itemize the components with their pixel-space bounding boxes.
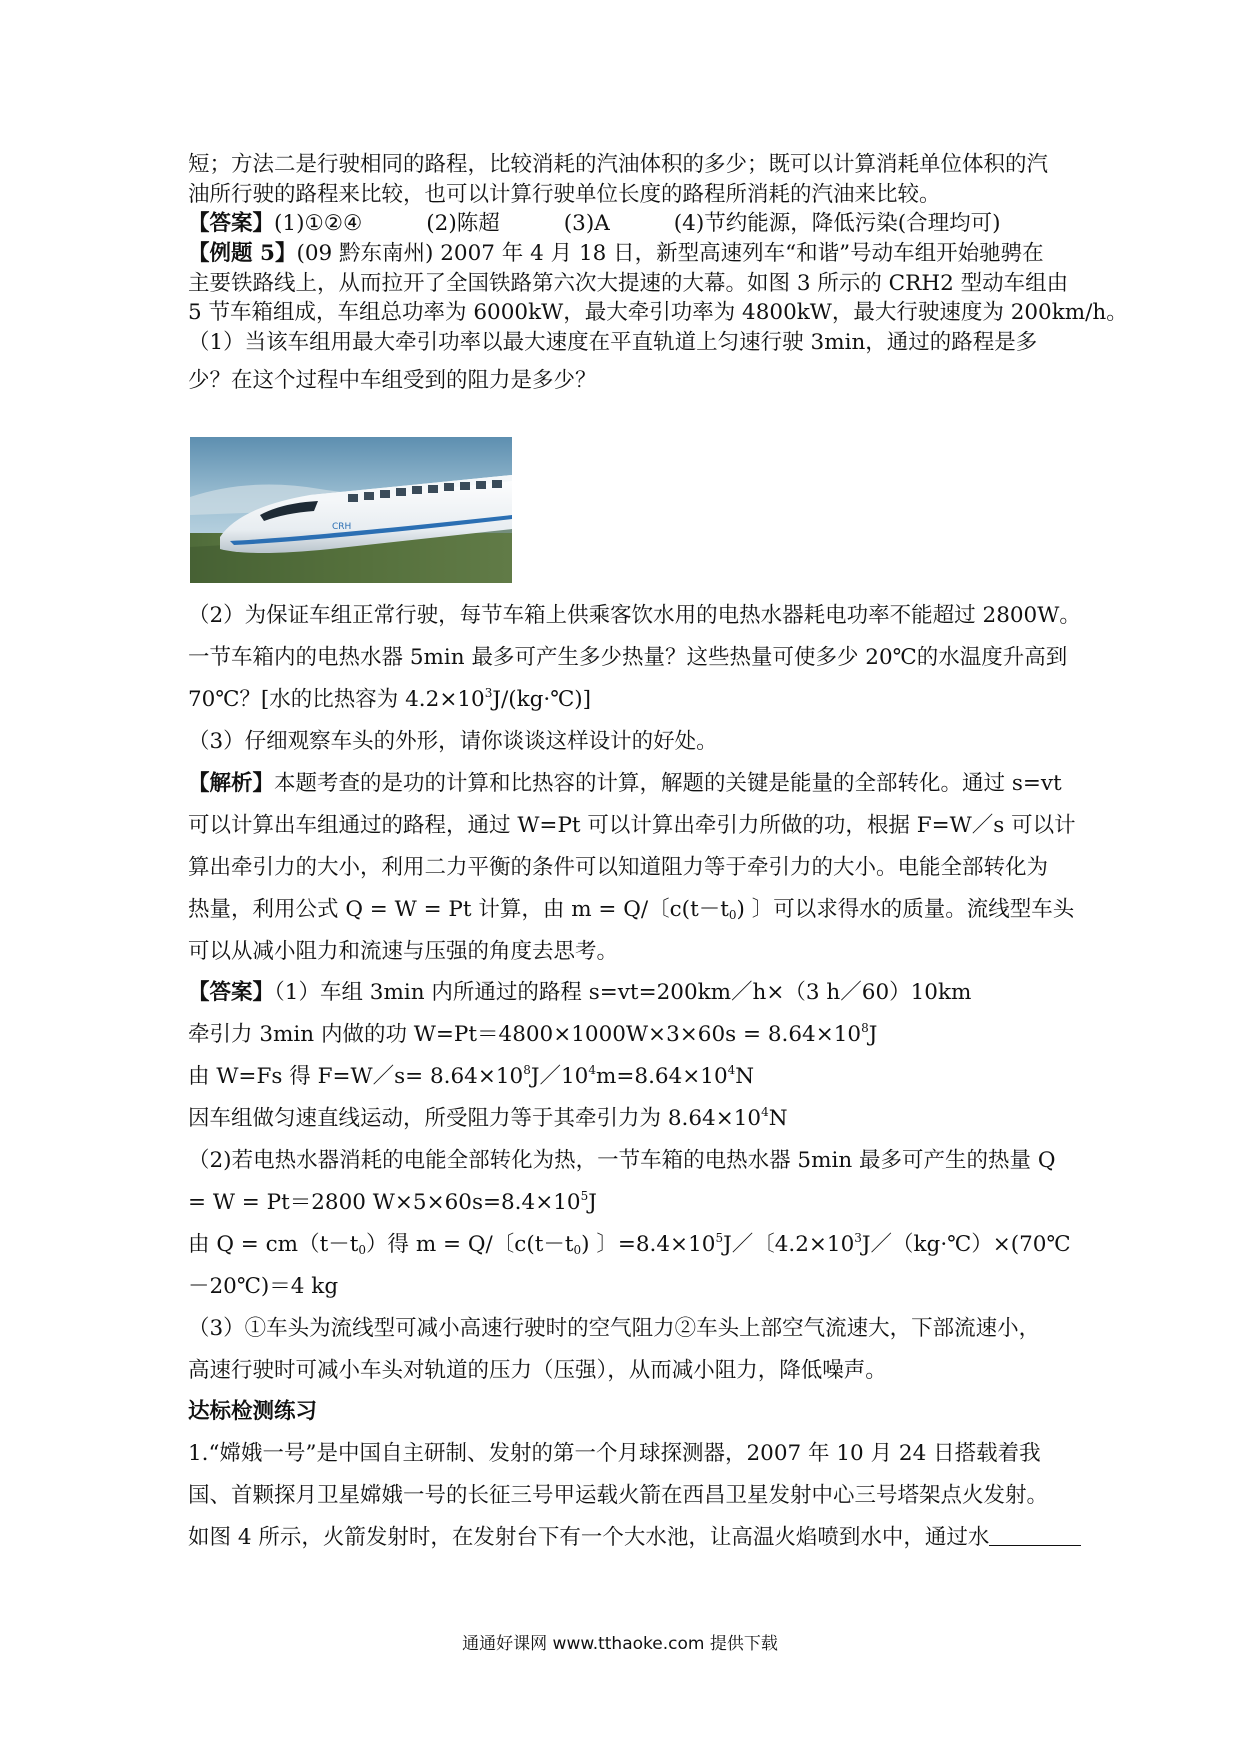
text-line: 主要铁路线上，从而拉开了全国铁路第六次大提速的大幕。如图 3 所示的 CRH2 型动车组由 (188, 271, 1069, 296)
text-line: 由 W=Fs 得 F=W／s= $8.64\times 10^8J/10^4m=8.64\times 10^4N$ (188, 1063, 755, 1089)
text-line: 由 $Q = cm(t-t_0)$得 m = Q/〔$c(t-t_0)$ 〕$=8.4\times 10^5J/$〔$4.2\times 10^3J/(kg\cdot℃)\times(70℃$ (188, 1231, 1071, 1257)
text-line: 算出牵引力的大小，利用二力平衡的条件可以知道阻力等于牵引力的大小。电能全部转化为 (188, 855, 1049, 880)
answer-item: (2)陈超 (426, 211, 500, 236)
text-line: 一节车箱内的电热水器 5min 最多可产生多少热量？这些热量可使多少 20℃的水温度升高到 (188, 645, 1068, 670)
text-line: －20℃)＝4 kg (188, 1274, 339, 1299)
text-line: 短；方法二是行驶相同的路程，比较消耗的汽油体积的多少；既可以计算消耗单位体积的汽 (188, 152, 1049, 177)
text-line: 少？在这个过程中车组受到的阻力是多少？ (188, 368, 597, 393)
example-line: 【例题 5】(09 黔东南州) 2007 年 4 月 18 日，新型高速列车“和谐”号动车组开始驰骋在 (188, 241, 1044, 266)
section-heading: 达标检测练习 (188, 1399, 318, 1424)
train-logo: CRH (332, 522, 352, 532)
example-label: 【例题 5】 (188, 241, 297, 266)
text-line: = W = Pt＝2800 $W\times 5\times 60s=8.4\times 10^5J$ (188, 1189, 597, 1215)
question-3: （3）仔细观察车头的外形，请你谈谈这样设计的好处。 (188, 729, 718, 754)
answer-line (188, 209, 1000, 239)
train-image (190, 437, 512, 583)
analysis-line: 【解析】本题考查的是功的计算和比热容的计算，解题的关键是能量的全部转化。通过 s=vt (188, 771, 1062, 796)
text-line: 热量，利用公式 Q = W = Pt 计算，由 m = Q/〔$c(t-t_0)$ 〕可以求得水的质量。流线型车头 (188, 897, 1075, 922)
text-line: 5 节车箱组成，车组总功率为 6000kW，最大牵引功率为 4800kW，最大行驶速度为 200km/h。 (188, 300, 1128, 325)
answer-item: (4)节约能源，降低污染(合理均可) (673, 211, 1001, 236)
answer-item: (3)A (563, 211, 610, 236)
answer-blank (989, 1525, 1081, 1546)
answer-label: 【答案】 (188, 980, 275, 1005)
text-line: 高速行驶时可减小车头对轨道的压力（压强），从而减小阻力，降低噪声。 (188, 1358, 887, 1383)
answer-label: 【答案】 (188, 211, 275, 236)
question-1: （1）当该车组用最大牵引功率以最大速度在平直轨道上匀速行驶 3min，通过的路程是多 (188, 330, 1038, 355)
text-line: （3）①车头为流线型可减小高速行驶时的空气阻力②车头上部空气流速大，下部流速小， (188, 1316, 1041, 1341)
question-2: （2）为保证车组正常行驶，每节车箱上供乘客饮水用的电热水器耗电功率不能超过 2800W。 (188, 603, 1081, 628)
text-line: 如图 4 所示，火箭发射时，在发射台下有一个大水池，让高温火焰喷到水中，通过水 (188, 1523, 1081, 1553)
text-line: 油所行驶的路程来比较，也可以计算行驶单位长度的路程所消耗的汽油来比较。 (188, 182, 941, 207)
text-line: 牵引力 3min 内做的功 $W=Pt=4800\times 1000W\times 3\times 60s = 8.64\times 10^8J$ (188, 1021, 878, 1047)
text-line: 可以从减小阻力和流速与压强的角度去思考。 (188, 939, 619, 964)
text-line: 国、首颗探月卫星嫦娥一号的长征三号甲运载火箭在西昌卫星发射中心三号塔架点火发射。 (188, 1483, 1049, 1508)
text-line: （2)若电热水器消耗的电能全部转化为热，一节车箱的电热水器 5min 最多可产生的热量 Q (188, 1148, 1056, 1173)
text-line: 因车组做匀速直线运动，所受阻力等于其牵引力为 $8.64\times 10^4N$ (188, 1105, 788, 1131)
text-line: 可以计算出车组通过的路程，通过 W=Pt 可以计算出牵引力所做的功，根据 F=W／s 可以计 (188, 813, 1076, 838)
answer-item: (1)①②④ (274, 211, 363, 236)
train-photo (190, 437, 512, 583)
answer-line: 【答案】（1）车组 3min 内所通过的路程 s=vt=200km／h×（3 h／60）10km (188, 980, 972, 1005)
analysis-label: 【解析】 (188, 771, 275, 796)
page-footer: 通通好课网 www.tthaoke.com 提供下载 (462, 1634, 778, 1654)
text-line: 1.“嫦娥一号”是中国自主研制、发射的第一个月球探测器，2007 年 10 月 24 日搭载着我 (188, 1441, 1041, 1466)
text-line: 70℃？[水的比热容为 $4.2\times 10^3J/(kg\cdot℃)$] (188, 686, 592, 712)
